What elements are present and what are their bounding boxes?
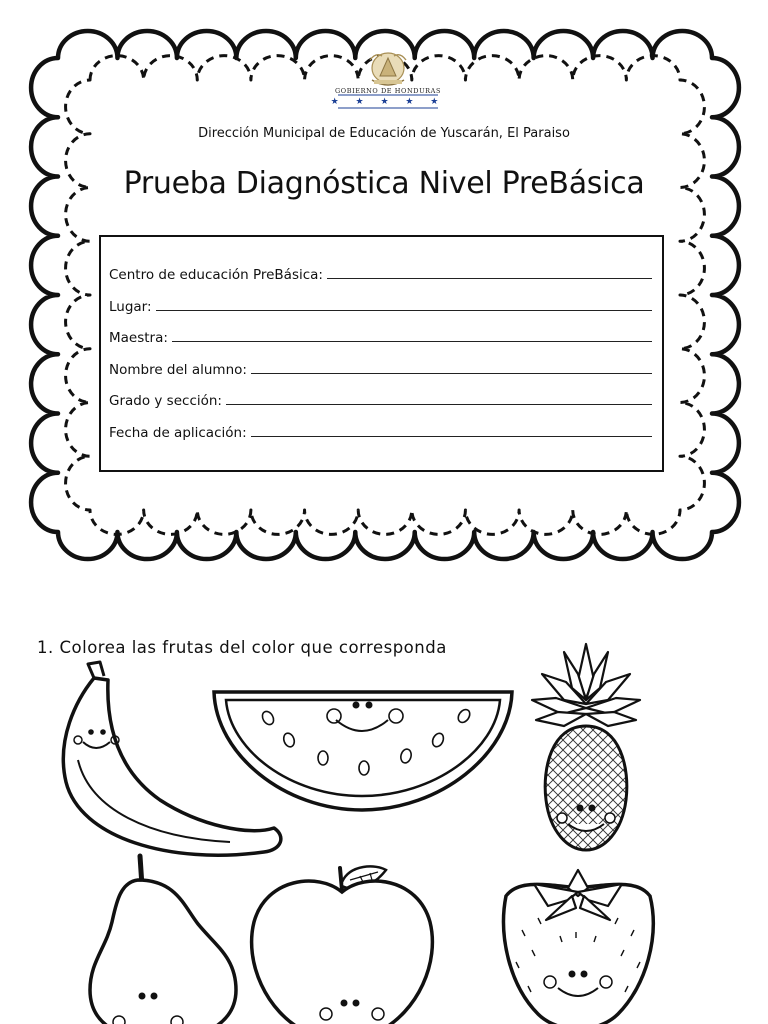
field-label: Centro de educación PreBásica: [109,267,323,283]
government-coat-of-arms-icon [318,46,458,118]
government-name: GOBIERNO DE HONDURAS [334,87,442,95]
page-title: Prueba Diagnóstica Nivel PreBásica [123,166,645,201]
pear-icon[interactable] [86,850,246,1024]
field-answer-line[interactable] [251,373,652,374]
field-maestra [109,322,652,346]
exercise-1-instruction: 1. Colorea las frutas del color que corresponda [37,638,447,657]
field-label: Nombre del alumno: [109,362,247,378]
field-answer-line[interactable] [226,404,652,405]
student-info-form [99,235,664,472]
field-label: Grado y sección: [109,393,222,409]
apple-icon[interactable] [246,862,438,1024]
school-district-header: Dirección Municipal de Educación de Yuscarán, El Paraiso [198,126,570,141]
field-lugar [109,291,652,315]
field-fecha-aplicacion [109,417,652,441]
field-centro [109,259,652,283]
watermelon-icon[interactable] [210,686,516,814]
field-label: Fecha de aplicación: [109,425,247,441]
field-nombre-alumno [109,354,652,378]
field-answer-line[interactable] [156,310,652,311]
field-answer-line[interactable] [251,436,652,437]
field-label: Maestra: [109,330,168,346]
field-label: Lugar: [109,299,152,315]
pineapple-icon[interactable] [528,640,644,854]
field-answer-line[interactable] [327,278,652,279]
strawberry-icon[interactable] [488,866,668,1024]
field-grado-seccion [109,385,652,409]
field-answer-line[interactable] [172,341,652,342]
flag-stars: ★ ★ ★ ★ ★ [330,97,446,107]
